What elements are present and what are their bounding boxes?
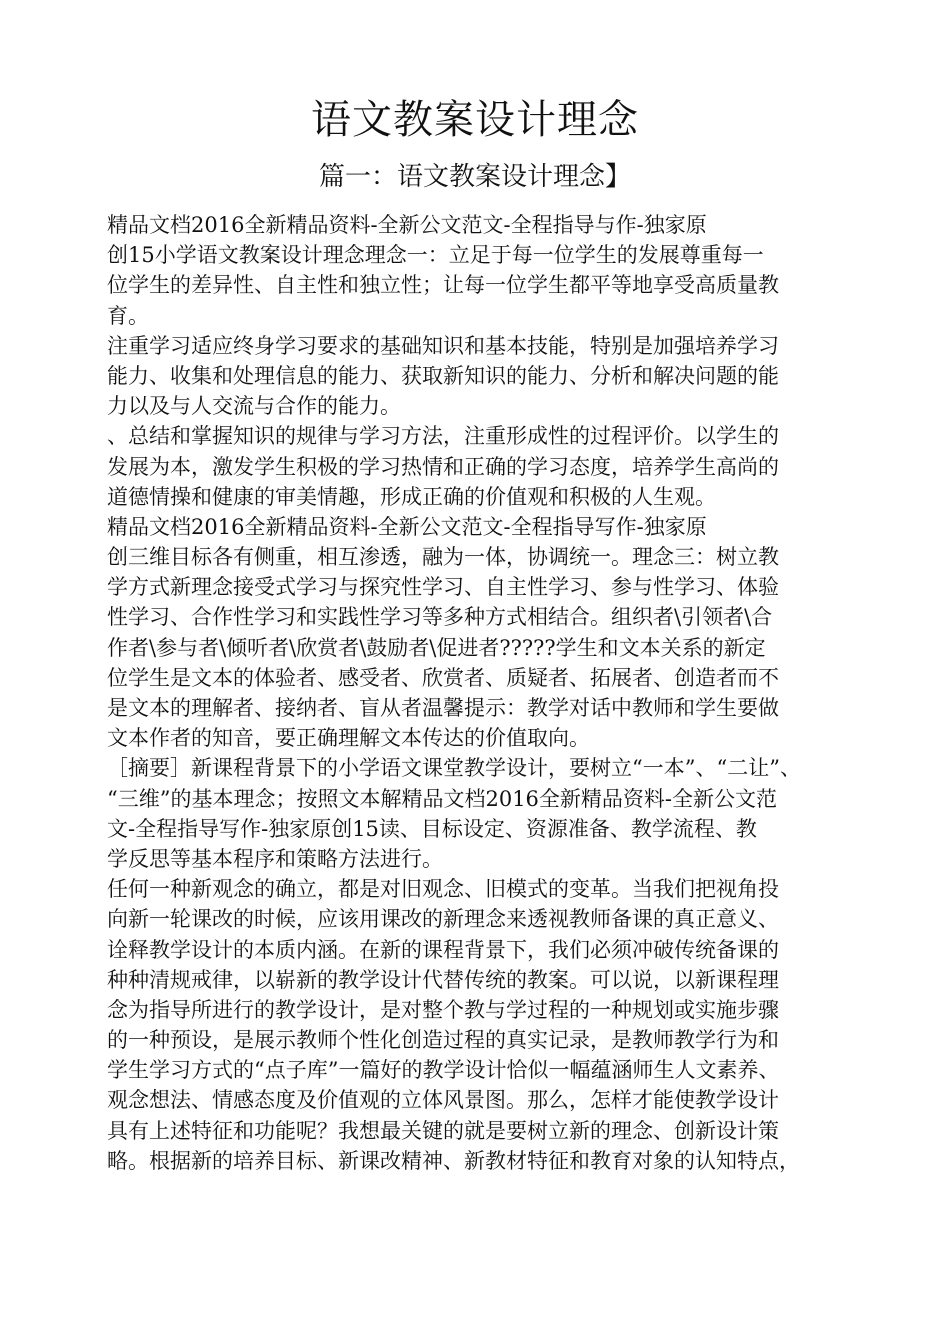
body-text-line: 作者\参与者\倾听者\欣赏者\鼓励者\促进者?????学生和文本关系的新定 <box>107 635 766 660</box>
body-text-line: 种种清规戒律，以崭新的教学设计代替传统的教案。可以说，以新课程理 <box>107 967 779 992</box>
document-subtitle: 篇一：语文教案设计理念】 <box>318 162 631 192</box>
body-text-line: 文本作者的知音，要正确理解文本传达的价值取向。 <box>107 726 590 751</box>
body-text-line: 注重学习适应终身学习要求的基础知识和基本技能，特别是加强培养学习 <box>107 333 779 358</box>
body-text-line: 位学生的差异性、自主性和独立性；让每一位学生都平等地享受高质量教 <box>107 273 779 298</box>
body-text-line: 精品文档2016全新精品资料-全新公文范文-全程指导写作-独家原 <box>107 514 707 539</box>
body-text-line: 能力、收集和处理信息的能力、获取新知识的能力、分析和解决问题的能 <box>107 363 779 388</box>
body-text-line: 位学生是文本的体验者、感受者、欣赏者、质疑者、拓展者、创造者而不 <box>107 665 779 690</box>
body-text-line: 道德情操和健康的审美情趣，形成正确的价值观和积极的人生观。 <box>107 484 716 509</box>
body-text-line: 念为指导所进行的教学设计，是对整个教与学过程的一种规划或实施步骤 <box>107 997 779 1022</box>
body-text-line: 具有上述特征和功能呢？我想最关键的就是要树立新的理念、创新设计策 <box>107 1118 779 1143</box>
body-text-line: 力以及与人交流与合作的能力。 <box>107 394 401 419</box>
body-text-line: 任何一种新观念的确立，都是对旧观念、旧模式的变革。当我们把视角投 <box>107 877 779 902</box>
body-text-line: “三维”的基本理念；按照文本解精品文档2016全新精品资料-全新公文范 <box>107 786 778 811</box>
body-text-line: 略。根据新的培养目标、新课改精神、新教材特征和教育对象的认知特点， <box>107 1148 800 1173</box>
document-title: 语文教案设计理念 <box>311 97 639 143</box>
document-body <box>107 210 867 1176</box>
body-text-line: 向新一轮课改的时候，应该用课改的新理念来透视教师备课的真正意义、 <box>107 907 779 932</box>
body-text-line: 精品文档2016全新精品资料-全新公文范文-全程指导与作-独家原 <box>107 213 707 237</box>
body-text-line: 、总结和掌握知识的规律与学习方法，注重形成性的过程评价。以学生的 <box>107 424 779 449</box>
body-text-line: 性学习、合作性学习和实践性学习等多种方式相结合。组织者\引领者\合 <box>107 605 773 630</box>
body-text-line: ［摘要］新课程背景下的小学语文课堂教学设计，要树立“一本”、“二让”、 <box>107 756 801 781</box>
body-text-line: 创15小学语文教案设计理念理念一：立足于每一位学生的发展尊重每一 <box>107 243 764 268</box>
body-text-line: 学反思等基本程序和策略方法进行。 <box>107 846 443 871</box>
body-text-line: 观念想法、情感态度及价值观的立体风景图。那么，怎样才能使教学设计 <box>107 1088 779 1113</box>
body-text-line: 创三维目标各有侧重，相互渗透，融为一体，协调统一。理念三：树立教 <box>107 545 779 570</box>
body-text-line: 诠释教学设计的本质内涵。在新的课程背景下，我们必须冲破传统备课的 <box>107 937 779 962</box>
body-text-line: 育。 <box>107 303 149 328</box>
body-text-line: 的一种预设，是展示教师个性化创造过程的真实记录，是教师教学行为和 <box>107 1028 779 1053</box>
body-text-line: 学生学习方式的“点子库”一篇好的教学设计恰似一幅蕴涵师生人文素养、 <box>107 1058 780 1083</box>
body-text-line: 文-全程指导写作-独家原创15读、目标设定、资源准备、教学流程、教 <box>107 816 757 841</box>
body-text-line: 是文本的理解者、接纳者、盲从者温馨提示：教学对话中教师和学生要做 <box>107 696 779 720</box>
body-text-line: 学方式新理念接受式学习与探究性学习、自主性学习、参与性学习、体验 <box>107 575 779 600</box>
body-text-line: 发展为本，激发学生积极的学习热情和正确的学习态度，培养学生高尚的 <box>107 454 779 479</box>
